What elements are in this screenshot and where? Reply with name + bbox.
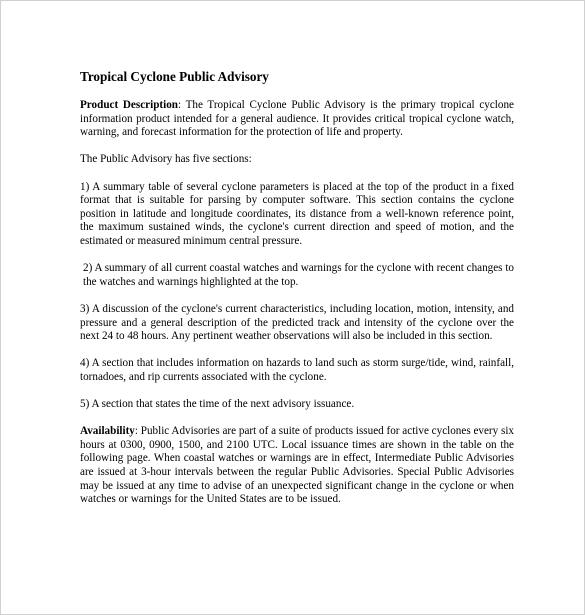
section-5-paragraph: 5) A section that states the time of the next advisory issuance. xyxy=(80,398,355,411)
section-4-paragraph: 4) A section that includes information on hazards to land such as storm surge/tide, wind, rainfall, tornadoes, and rip currents associated with the cyclone. xyxy=(80,357,514,383)
section-2-paragraph: 2) A summary of all current coastal watches and warnings for the cyclone with recent changes to the watches and warnings highlighted at the top. xyxy=(83,262,514,288)
availability-label: Availability xyxy=(80,425,135,438)
section-1-paragraph: 1) A summary table of several cyclone parameters is placed at the top of the product in a fixed format that is suitable for parsing by computer software. This section contains the cyclone position in latitude and longitude coordinates, its distance from a well-known reference point, the maximum sustained winds, the cyclone's current direction and speed of motion, and the estimated or measured minimum central pressure. xyxy=(80,180,514,247)
availability-text: : Public Advisories are part of a suite of products issued for active cyclones every six hours at 0300, 0900, 1500, and 2100 UTC. Local issuance times are shown in the table on the following page. When coastal watches or warnings are in effect, Intermediate Public Advisories are issued at 3-hour intervals between the regular Public Advisories. Special Public Advisories may be issued at any time to advise of an unexpected significant change in the cyclone or when watches or warnings for the United States are to be issued. xyxy=(80,425,514,506)
document-body xyxy=(80,69,514,520)
sections-intro: The Public Advisory has five sections: xyxy=(80,153,252,166)
product-description-label: Product Description xyxy=(80,99,178,111)
document-title: Tropical Cyclone Public Advisory xyxy=(80,69,269,84)
section-3-paragraph: 3) A discussion of the cyclone's current characteristics, including location, motion, intensity, and pressure and a general description of the predicted track and intensity of the cyclone over the next 24 to 48 hours. Any pertinent weather observations will also be included in this section. xyxy=(80,302,514,343)
availability-paragraph xyxy=(80,425,514,507)
product-description-paragraph xyxy=(80,99,514,140)
product-description-text: : The Tropical Cyclone Public Advisory is the primary tropical cyclone information product intended for a general audience. It provides critical tropical cyclone watch, warning, and forecast information for the protection of life and property. xyxy=(80,99,514,139)
